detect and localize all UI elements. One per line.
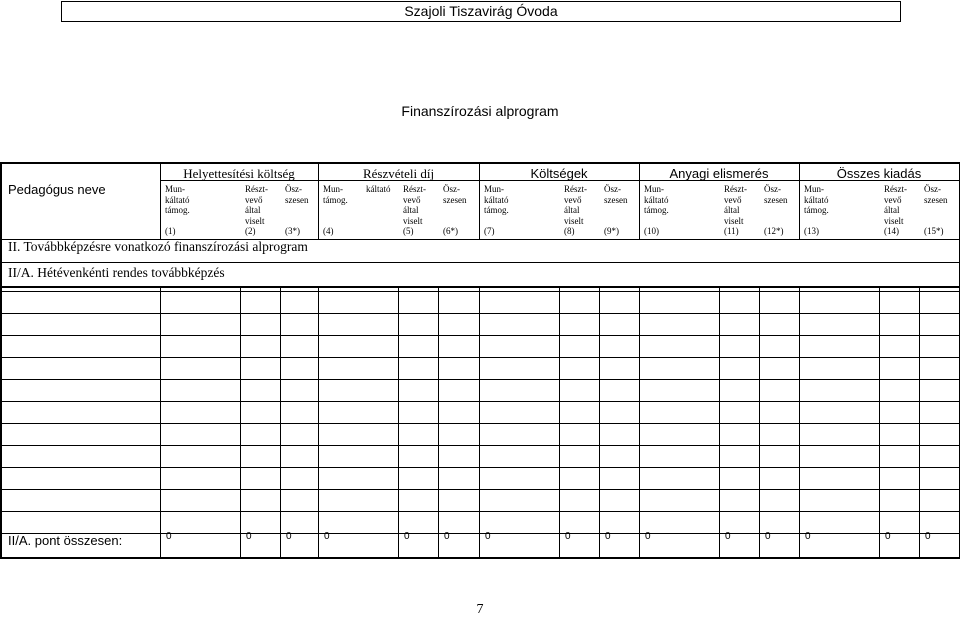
- total-value: 0: [166, 531, 172, 542]
- column-subheader: Ösz- szesen (6*): [443, 184, 467, 236]
- table-rule: [919, 286, 920, 557]
- table-rule: [160, 162, 161, 239]
- table-rule: [639, 162, 640, 239]
- total-value: 0: [925, 531, 931, 542]
- total-value: 0: [725, 531, 731, 542]
- column-subheader: Ösz- szesen (9*): [604, 184, 628, 236]
- header-box: [61, 1, 901, 22]
- institution-name: Szajoli Tiszavirág Óvoda: [404, 3, 558, 19]
- table-rule: [799, 286, 800, 557]
- table-rule: [0, 401, 960, 402]
- group-header-total-expenses: Összes kiadás: [836, 166, 922, 181]
- group-header-participation-fee: Részvételi díj: [362, 166, 435, 181]
- table-rule: [0, 467, 960, 468]
- table-rule: [0, 511, 960, 512]
- table-rule: [0, 162, 2, 557]
- table-rule: [0, 262, 960, 263]
- table-rule: [559, 286, 560, 557]
- column-subheader-extra: káltató: [366, 184, 391, 194]
- column-subheader: Részt- vevő által viselt (11): [724, 184, 747, 236]
- table-rule: [879, 286, 880, 557]
- total-value: 0: [565, 531, 571, 542]
- table-rule: [0, 162, 960, 164]
- column-subheader: Mun- káltató támog. (13): [804, 184, 829, 236]
- total-value: 0: [885, 531, 891, 542]
- table-rule: [160, 180, 960, 181]
- column-subheader: Részt- vevő által viselt (5): [403, 184, 426, 236]
- table-rule: [318, 286, 319, 557]
- table-rule: [0, 286, 960, 288]
- section-title: II. Továbbképzésre vonatkozó finanszírozási alprogram: [8, 239, 308, 254]
- table-rule: [0, 335, 960, 336]
- table-rule: [0, 423, 960, 424]
- table-rule: [479, 162, 480, 239]
- table-rule: [0, 379, 960, 380]
- table-rule: [240, 286, 241, 557]
- table-rule: [318, 162, 319, 239]
- group-header-financial-recognition: Anyagi elismerés: [669, 166, 769, 181]
- total-value: 0: [645, 531, 651, 542]
- group-header-substitution-cost: Helyettesítési költség: [183, 166, 295, 181]
- column-subheader: Mun- káltató támog. (10): [644, 184, 669, 236]
- total-value: 0: [444, 531, 450, 542]
- table-rule: [799, 162, 800, 239]
- total-value: 0: [324, 531, 330, 542]
- column-subheader: Ösz- szesen (12*): [764, 184, 788, 236]
- table-rule: [599, 286, 600, 557]
- total-value: 0: [404, 531, 410, 542]
- page-title: Finanszírozási alprogram: [401, 103, 559, 119]
- table-rule: [0, 313, 960, 314]
- total-row-label: II/A. pont összesen:: [8, 533, 123, 548]
- column-subheader: Mun- káltató támog. (7): [484, 184, 509, 236]
- table-rule: [0, 445, 960, 446]
- table-rule: [398, 286, 399, 557]
- page-number: 7: [476, 602, 484, 617]
- table-rule: [0, 239, 960, 240]
- table-rule: [0, 291, 960, 292]
- column-subheader: Részt- vevő által viselt (14): [884, 184, 907, 236]
- table-rule: [639, 286, 640, 557]
- total-value: 0: [765, 531, 771, 542]
- table-rule: [0, 357, 960, 358]
- table-rule: [0, 533, 960, 534]
- table-rule: [0, 489, 960, 490]
- total-value: 0: [286, 531, 292, 542]
- column-subheader: Ösz- szesen (15*): [924, 184, 948, 236]
- table-rule: [759, 286, 760, 557]
- total-value: 0: [605, 531, 611, 542]
- subsection-title: II/A. Hétévenkénti rendes továbbképzés: [8, 265, 225, 280]
- table-rule: [438, 286, 439, 557]
- table-rule: [719, 286, 720, 557]
- column-subheader: Mun- támog. (4): [323, 184, 348, 236]
- group-header-costs: Költségek: [530, 166, 588, 181]
- column-subheader: Részt- vevő által viselt (8): [564, 184, 587, 236]
- column-subheader: Mun- káltató támog. (1): [165, 184, 190, 236]
- table-rule: [160, 286, 161, 557]
- column-subheader: Részt- vevő által viselt (2): [245, 184, 268, 236]
- teacher-name-header: Pedagógus neve: [8, 182, 106, 197]
- table-rule: [280, 286, 281, 557]
- table-rule: [0, 557, 960, 559]
- table-rule: [479, 286, 480, 557]
- total-value: 0: [805, 531, 811, 542]
- column-subheader: Ösz- szesen (3*): [285, 184, 309, 236]
- total-value: 0: [246, 531, 252, 542]
- total-value: 0: [485, 531, 491, 542]
